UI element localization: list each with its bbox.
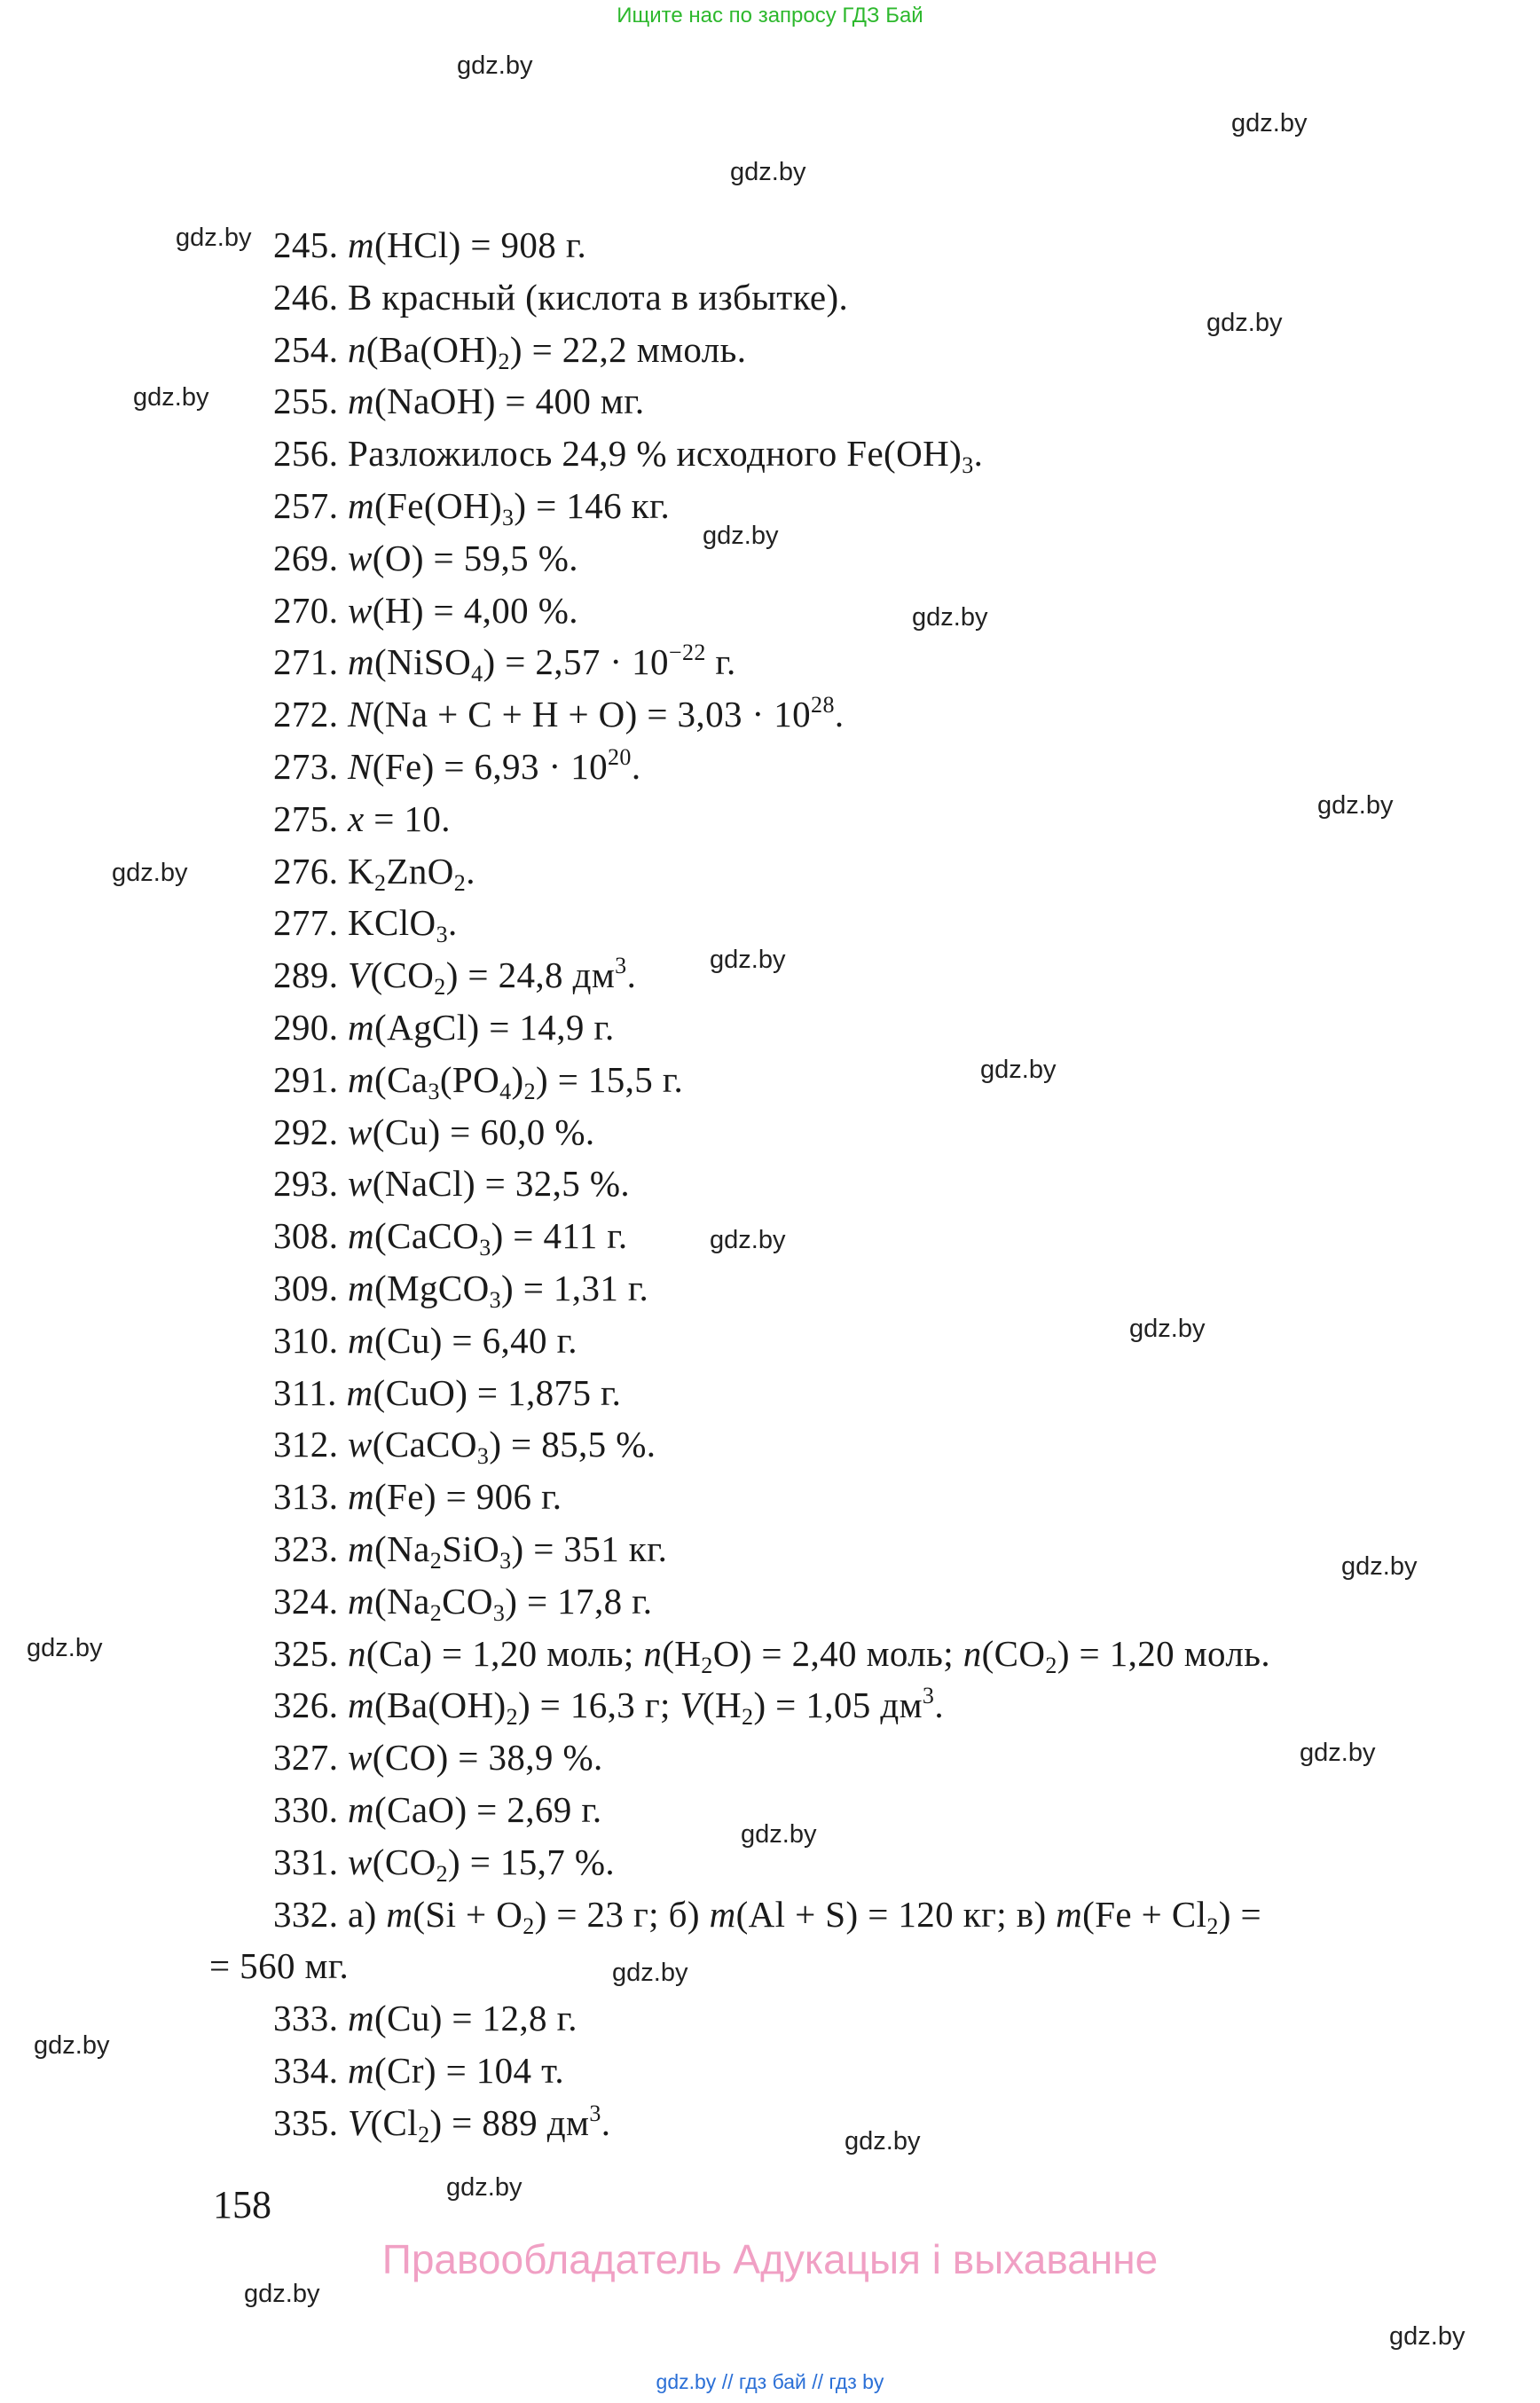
answer-325: 325. n(Ca) = 1,20 моль; $n(H_2O) = 2,40$ моль; $n(CO_2) = 1,20$ моль. bbox=[273, 1632, 1271, 1678]
answer-327: 327. w(CO) = 38,9 %. bbox=[273, 1737, 603, 1779]
answer-245: 245. m(HCl) = 908 г. bbox=[273, 224, 587, 265]
answer-276: 276. $K_2ZnO_2$. bbox=[273, 850, 475, 896]
watermark: gdz.by bbox=[34, 2031, 110, 2060]
answer-292: 292. w(Cu) = 60,0 %. bbox=[273, 1111, 595, 1152]
watermark: gdz.by bbox=[703, 522, 779, 550]
answer-289: 289. $V(CO_2) = 24,8$ $дм^3$. bbox=[273, 953, 637, 1001]
watermark: gdz.by bbox=[112, 859, 188, 887]
watermark: gdz.by bbox=[1389, 2322, 1465, 2351]
answer-246: 246. В красный (кислота в избытке). bbox=[273, 276, 849, 318]
watermark: gdz.by bbox=[27, 1634, 103, 1662]
answer-323: 323. $m(Na_2SiO_3) = 351$ кг. bbox=[273, 1527, 668, 1574]
answer-275: 275. x = 10. bbox=[273, 797, 451, 839]
answer-269: 269. w(O) = 59,5 %. bbox=[273, 537, 578, 578]
answer-293: 293. w(NaCl) = 32,5 %. bbox=[273, 1163, 631, 1205]
watermark: gdz.by bbox=[133, 383, 209, 412]
watermark: gdz.by bbox=[457, 51, 533, 80]
answer-270: 270. w(H) = 4,00 %. bbox=[273, 589, 578, 631]
answer-255: 255. m(NaOH) = 400 мг. bbox=[273, 381, 645, 422]
watermark: gdz.by bbox=[1231, 109, 1308, 137]
answer-335: 335. $V(Cl_2) = 889$ $дм^3$. bbox=[273, 2100, 611, 2148]
top-banner[interactable]: Ищите нас по запросу ГДЗ Бай bbox=[617, 4, 923, 27]
watermark: gdz.by bbox=[980, 1056, 1057, 1084]
watermark: gdz.by bbox=[730, 158, 806, 186]
watermark: gdz.by bbox=[710, 1226, 786, 1254]
watermark: gdz.by bbox=[1206, 309, 1283, 337]
answer-332: 332. а) $m(Si + O_2) = 23$ г; б) m(Al + S) = 120 кг; в) $m(Fe + Cl_2)$ = bbox=[273, 1893, 1262, 1939]
answer-277: 277. KClO$_3$. bbox=[273, 902, 458, 948]
answer-324: 324. $m(Na_2CO_3) = 17,8$ г. bbox=[273, 1580, 653, 1626]
answer-309: 309. m(MgCO$_3$) = 1,31 г. bbox=[273, 1267, 649, 1313]
answer-332-continuation: = 560 мг. bbox=[209, 1945, 350, 1987]
watermark: gdz.by bbox=[1300, 1739, 1376, 1767]
answer-333: 333. m(Cu) = 12,8 г. bbox=[273, 1998, 578, 2039]
answer-308: 308. m(CaCO$_3$) = 411 г. bbox=[273, 1215, 628, 1261]
answer-257: 257. $m(Fe(OH)_3) = 146$ кг. bbox=[273, 484, 671, 530]
rights-notice: Правообладатель Адукацыя і выхаванне bbox=[381, 2236, 1159, 2282]
answer-334: 334. m(Cr) = 104 т. bbox=[273, 2049, 564, 2091]
answer-273: 273. $N(Fe) = 6,93 \cdot 10^{20}$. bbox=[273, 743, 641, 787]
watermark: gdz.by bbox=[244, 2280, 320, 2308]
watermark: gdz.by bbox=[845, 2127, 921, 2156]
answer-290: 290. m(AgCl) = 14,9 г. bbox=[273, 1006, 615, 1048]
watermark: gdz.by bbox=[176, 224, 252, 252]
watermark: gdz.by bbox=[1317, 791, 1394, 820]
watermark: gdz.by bbox=[1129, 1315, 1206, 1343]
page-number: 158 bbox=[213, 2183, 271, 2226]
answer-326: 326. $m(Ba(OH)_2) = 16,3$ г; $V(H_2) = 1,05$ $дм^3$. bbox=[273, 1683, 944, 1731]
answer-312: 312. w(CaCO$_3$) = 85,5 %. bbox=[273, 1424, 656, 1470]
answer-291: 291. $m(Ca_3(PO_4)_2) = 15,5$ г. bbox=[273, 1058, 684, 1104]
watermark: gdz.by bbox=[741, 1820, 817, 1849]
watermark: gdz.by bbox=[912, 603, 988, 632]
answer-311: 311. m(CuO) = 1,875 г. bbox=[273, 1371, 622, 1413]
answer-256: 256. Разложилось 24,9 % исходного $Fe(OH)_3$. bbox=[273, 433, 984, 479]
watermark: gdz.by bbox=[1341, 1552, 1418, 1581]
footer-links[interactable]: gdz.by // гдз бай // гдз by bbox=[656, 2370, 884, 2393]
watermark: gdz.by bbox=[612, 1959, 688, 1987]
answer-310: 310. m(Cu) = 6,40 г. bbox=[273, 1319, 578, 1361]
answer-254: 254. $n(Ba(OH)_2) = 22,2$ ммоль. bbox=[273, 328, 747, 374]
answer-271: 271. m(NiSO$_4$) = $2,57 \cdot 10^{-22}$ г. bbox=[273, 640, 736, 687]
answer-313: 313. m(Fe) = 906 г. bbox=[273, 1476, 562, 1518]
answer-330: 330. m(CaO) = 2,69 г. bbox=[273, 1788, 602, 1830]
watermark: gdz.by bbox=[710, 946, 786, 974]
watermark: gdz.by bbox=[446, 2173, 522, 2202]
answer-331: 331. $w(CO_2) = 15,7$ %. bbox=[273, 1841, 616, 1887]
answer-272: 272. $N(Na + C + H + O) = 3,03 \cdot 10^{28}$. bbox=[273, 692, 845, 735]
